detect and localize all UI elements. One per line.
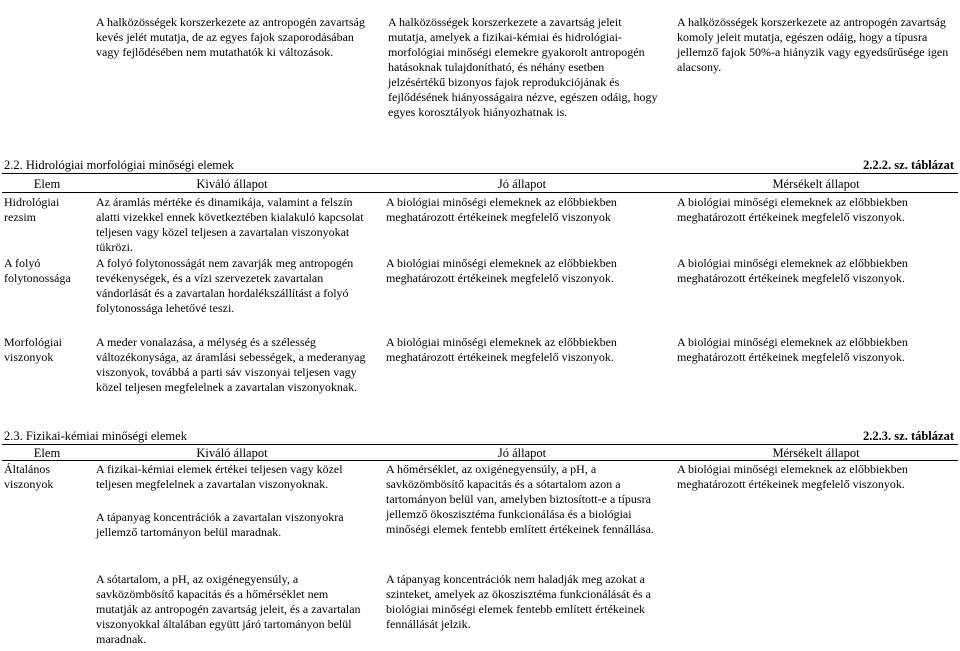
cell-kivalo-general-p2: A tápanyag koncentrációk a zavartalan viszonyokra jellemző tartományon belül maradnak. bbox=[96, 510, 344, 539]
cell-kivalo-general-p1: A fizikai-kémiai elemek értékei teljesen vagy közel teljesen megfelelnek a zavartalan viszonyoknak. bbox=[96, 462, 343, 491]
table-ref-223: 2.2.3. sz. táblázat bbox=[863, 429, 954, 443]
cell-kivalo-morphology: A meder vonalazása, a mélység és a szélesség változékonysága, az áramlási sebességek, a mederanyag viszonyok, továbbá a parti sáv viszonyai teljesen vagy közel teljesen megfelelnek a zavartalan viszonyoknak. bbox=[96, 335, 366, 394]
cell-jo-morphology: A biológiai minőségi elemeknek az előbbiekben meghatározott értékeinek megfelelő viszonyok. bbox=[386, 335, 617, 364]
cell-jo-general-p1: A hőmérséklet, az oxigénegyensúly, a pH, a savközömbösítő kapacitás és a sótartalom azon a tartományon belül van, amelyben biztosított-e a típusra jellemző ökoszisztéma funkcionálása és a biológiai minőségi elemek fentebb említett értékeinek fennállása. bbox=[386, 462, 654, 536]
header2-jo: Jó állapot bbox=[497, 446, 547, 460]
row-label-morphology: Morfológiai viszonyok bbox=[4, 335, 62, 364]
top-cell-col1: A halközösségek korszerkezete az antropogén zavartság kevés jelét mutatja, de az egyes fajok szaporodásában vagy fejlődésében nem mutathatók ki változások. bbox=[96, 15, 365, 59]
cell-jo-general-p2: A tápanyag koncentrációk nem haladják meg azokat a szinteket, amelyek az ökoszisztéma funkcionálását és a biológiai minőségi elemek fentebb említett értékeinek fennállását jelzik. bbox=[386, 572, 651, 631]
table-ref-222: 2.2.2. sz. táblázat bbox=[863, 158, 954, 172]
header-mersekelt: Mérsékelt állapot bbox=[772, 177, 860, 191]
header-kivalo: Kiváló állapot bbox=[196, 177, 268, 191]
cell-mersekelt-continuity: A biológiai minőségi elemeknek az előbbiekben meghatározott értékeinek megfelelő viszonyok. bbox=[677, 256, 908, 285]
cell-kivalo-continuity: A folyó folytonosságát nem zavarják meg antropogén tevékenységek, és a vízi szervezetek zavartalan vándorlását és a zavartalan hordalékszállítást a folyó folytonossága lehetővé teszi. bbox=[96, 256, 354, 315]
cell-jo-continuity: A biológiai minőségi elemeknek az előbbiekben meghatározott értékeinek megfelelő viszonyok. bbox=[386, 256, 617, 285]
header2-mersekelt: Mérsékelt állapot bbox=[772, 446, 860, 460]
header2-kivalo: Kiváló állapot bbox=[196, 446, 268, 460]
top-cell-col2: A halközösségek korszerkezete a zavartság jeleit mutatja, amelyek a fizikai-kémiai és hidrológiai-morfológiai minőségi elemekre gyakorolt antropogén hatásoknak tulajdonítható, és néhány esetben jelzésértékű bizonyos fajok reprodukciójának és fejlődésének hiányosságaira nézve, egészen odáig, hogy egyes korosztályok hiányozhatnak is. bbox=[388, 15, 658, 119]
cell-kivalo-general-p3: A sótartalom, a pH, az oxigénegyensúly, a savközömbösítő kapacitás és a hőmérséklet nem mutatják az antropogén zavartság jeleit, és a zavartalan viszonyokkal általában együtt járó tartományon belül maradnak. bbox=[96, 572, 361, 646]
section-title-physchem: 2.3. Fizikai-kémiai minőségi elemek bbox=[4, 429, 187, 443]
top-cell-col3: A halközösségek korszerkezete az antropogén zavartság komoly jeleit mutatja, egészen odáig, hogy a típusra jellemző fajok 50%-a hiányzik vagy egyedsűrűsége igen alacsony. bbox=[677, 15, 949, 74]
header-jo: Jó állapot bbox=[497, 177, 547, 191]
header-elem: Elem bbox=[33, 177, 61, 191]
cell-mersekelt-general: A biológiai minőségi elemeknek az előbbiekben meghatározott értékeinek megfelelő viszonyok. bbox=[677, 462, 908, 491]
header2-bottom-rule bbox=[2, 460, 958, 461]
header2-elem: Elem bbox=[33, 446, 61, 460]
table-top-rule bbox=[2, 173, 958, 174]
cell-kivalo-hydro: Az áramlás mértéke és dinamikája, valamint a felszín alatti vizekkel ennek következtében kialakuló kapcsolat teljesen vagy közel teljesen a zavartalan viszonyokat tükrözi. bbox=[96, 195, 364, 254]
cell-jo-hydro: A biológiai minőségi elemeknek az előbbiekben meghatározott értékeinek megfelelő viszonyok bbox=[386, 195, 617, 224]
header-bottom-rule bbox=[2, 192, 958, 193]
section-title-hydro: 2.2. Hidrológiai morfológiai minőségi elemek bbox=[4, 158, 234, 172]
cell-mersekelt-morphology: A biológiai minőségi elemeknek az előbbiekben meghatározott értékeinek megfelelő viszonyok. bbox=[677, 335, 908, 364]
row-label-continuity: A folyó folytonossága bbox=[4, 256, 71, 285]
row-label-hydro-regime: Hidrológiai rezsim bbox=[4, 195, 60, 224]
row-label-general: Általános viszonyok bbox=[4, 462, 54, 491]
cell-mersekelt-hydro: A biológiai minőségi elemeknek az előbbiekben meghatározott értékeinek megfelelő viszonyok. bbox=[677, 195, 908, 224]
